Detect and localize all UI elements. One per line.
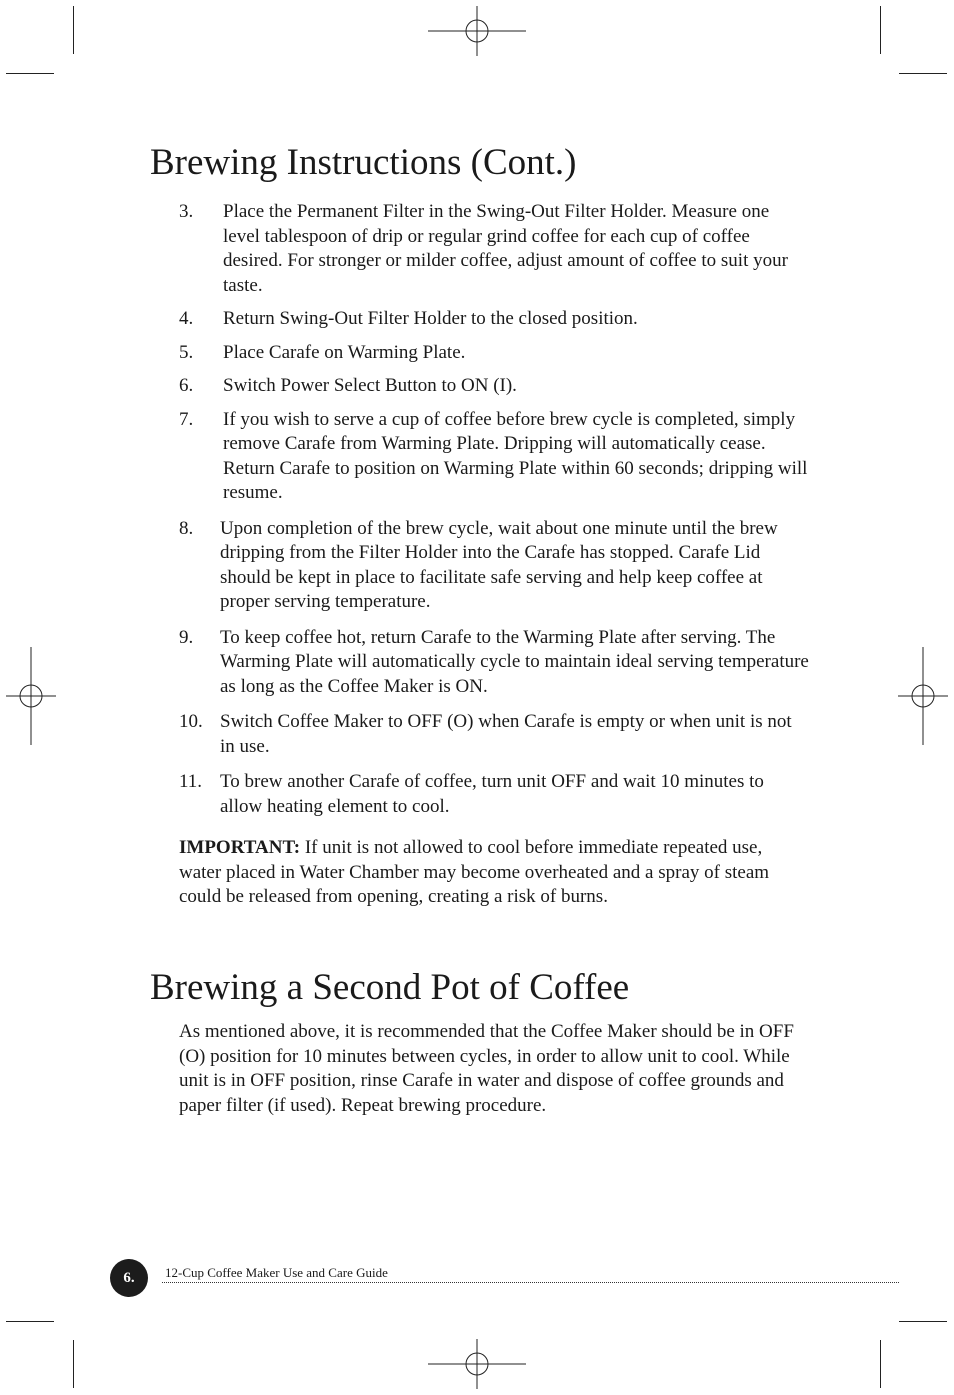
important-label: IMPORTANT: (179, 837, 301, 858)
step-number: 9. (179, 626, 194, 648)
registration-mark-left (6, 647, 56, 745)
crop-mark (899, 1321, 947, 1322)
registration-mark-bottom (428, 1339, 526, 1389)
instruction-steps-list (179, 200, 809, 828)
list-item (179, 200, 809, 298)
step-number: 10. (179, 711, 203, 732)
step-text: To keep coffee hot, return Carafe to the Warming Plate after serving. The Warming Plate will automatically cycle to maintain ideal serving temperature as long as the Coffee Maker is ON. (220, 626, 809, 697)
registration-mark-top (428, 6, 526, 56)
footer-guide-title: 12-Cup Coffee Maker Use and Care Guide (165, 1265, 388, 1280)
step-text: Switch Power Select Button to ON (I). (223, 375, 517, 396)
step-number: 5. (179, 341, 194, 363)
section-title-second-pot: Brewing a Second Pot of Coffee (150, 967, 630, 1008)
list-item (179, 307, 809, 332)
step-number: 8. (179, 517, 194, 539)
list-item (179, 517, 809, 615)
crop-mark (899, 73, 947, 74)
step-text: Return Swing-Out Filter Holder to the closed position. (223, 308, 638, 329)
step-number: 11. (179, 771, 203, 792)
crop-mark (880, 6, 881, 54)
second-pot-paragraph: As mentioned above, it is recommended that the Coffee Maker should be in OFF (O) position for 10 minutes between cycles, in order to allow unit to cool. While unit is in OFF position, rinse Carafe in water and dispose of coffee grounds and paper filter (if used). Repeat brewing procedure. (179, 1021, 794, 1116)
list-item (179, 408, 809, 506)
list-item (179, 626, 809, 700)
list-item (179, 374, 809, 399)
step-text: To brew another Carafe of coffee, turn unit OFF and wait 10 minutes to allow heating element to cool. (220, 771, 764, 817)
step-number: 3. (179, 201, 194, 222)
list-item (179, 770, 809, 819)
list-item (179, 710, 809, 759)
step-number: 6. (179, 375, 194, 396)
important-text: If unit is not allowed to cool before immediate repeated use, water placed in Water Chamber may become overheated and a spray of steam could be released from opening, creating a risk of burns. (179, 837, 770, 907)
crop-mark (880, 1340, 881, 1388)
step-text: Upon completion of the brew cycle, wait about one minute until the brew dripping from the Filter Holder into the Carafe has stopped. Carafe Lid should be kept in place to facilitate safe serving and help keep coffee at proper serving temperature. (220, 517, 778, 612)
step-number: 7. (179, 408, 194, 430)
crop-mark (73, 6, 74, 54)
section-title-brewing-instructions: Brewing Instructions (Cont.) (150, 142, 577, 183)
crop-mark (6, 73, 54, 74)
step-text: Place the Permanent Filter in the Swing-Out Filter Holder. Measure one level tablespoon of drip or regular grind coffee for each cup of coffee desired. For stronger or milder coffee, adjust amount of coffee to suit your taste. (223, 201, 788, 296)
step-text: Place Carafe on Warming Plate. (223, 341, 466, 363)
important-warning (179, 836, 804, 910)
list-item (179, 341, 809, 366)
step-text: If you wish to serve a cup of coffee before brew cycle is completed, simply remove Carafe from Warming Plate. Dripping will automatically cease. Return Carafe to position on Warming Plate within 60 seconds; dripping will resume. (223, 408, 808, 503)
step-number: 4. (179, 308, 194, 329)
step-text: Switch Coffee Maker to OFF (O) when Carafe is empty or when unit is not in use. (220, 711, 792, 757)
page-number-badge: 6. (110, 1259, 148, 1297)
footer-dotted-rule (162, 1282, 899, 1283)
crop-mark (73, 1340, 74, 1388)
registration-mark-right (898, 647, 948, 745)
crop-mark (6, 1321, 54, 1322)
